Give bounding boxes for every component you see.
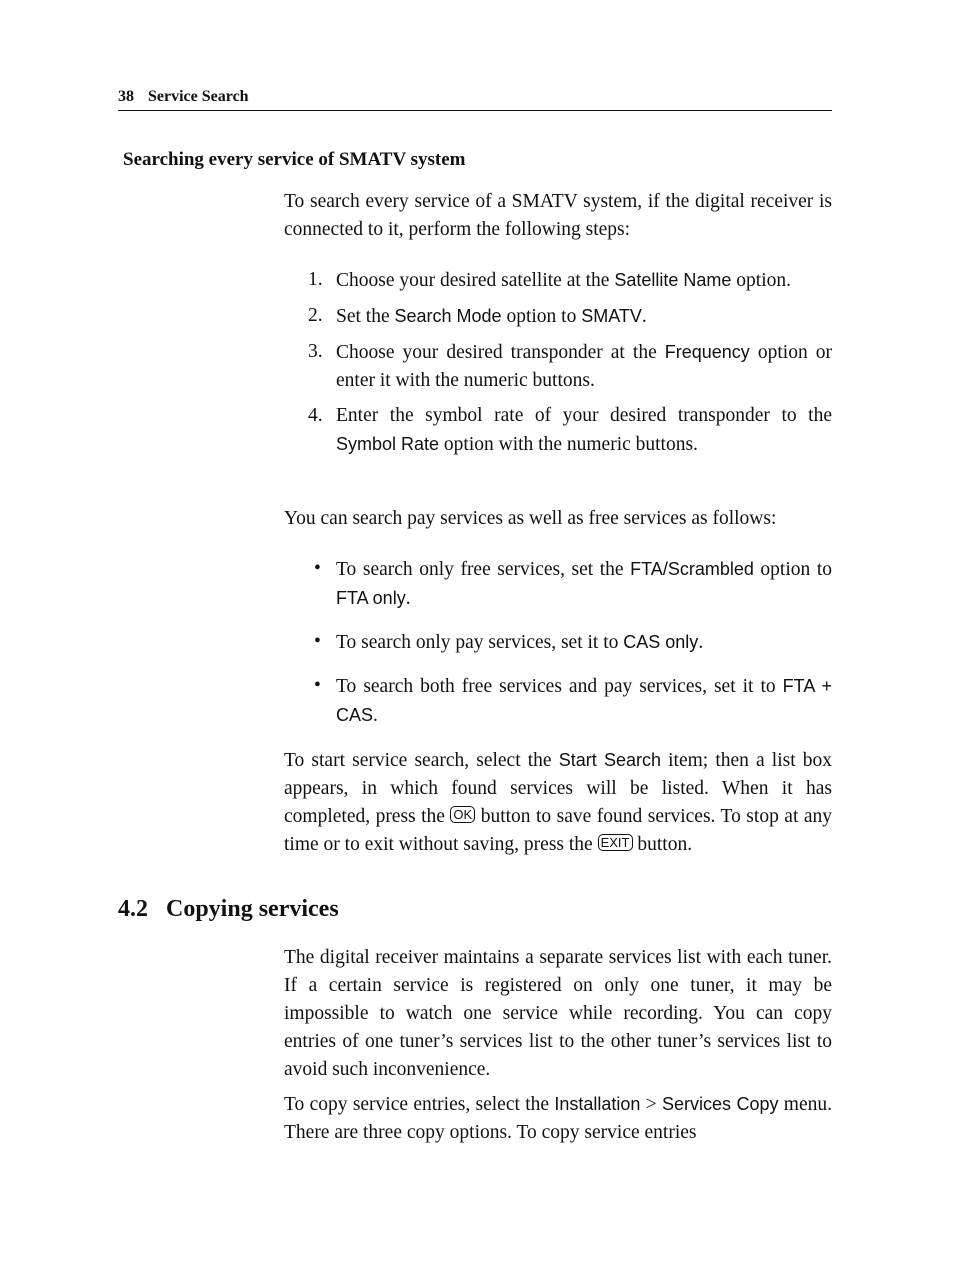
ok-key-icon: OK (450, 806, 475, 823)
list-item: 1. Choose your desired satellite at the Satellite Name option. (308, 269, 791, 291)
intro-paragraph: To search every service of a SMATV system, if the digital receiver is connected to it, perform the following steps: (284, 191, 832, 240)
ui-label: CAS only (623, 632, 699, 652)
list-item: • To search only free services, set the FTA/Scrambled option to FTA only. (284, 555, 832, 613)
subsection-title: Searching every service of SMATV system (123, 149, 466, 170)
section-title: Copying services (166, 896, 339, 922)
list-item: 2. Set the Search Mode option to SMATV. (308, 305, 647, 327)
copy-paragraph-2: To copy service entries, select the Installation > Services Copy menu. There are three copy options. To copy service entries (284, 1094, 833, 1143)
section-number: 4.2 (118, 896, 148, 922)
ui-label: Installation (554, 1094, 641, 1114)
list-item: 4. Enter the symbol rate of your desired transponder to the Symbol Rate option with the numeric buttons. (308, 405, 832, 455)
chapter-title: Service Search (148, 88, 249, 105)
ui-label: Frequency (664, 342, 750, 362)
list-item: 3. Choose your desired transponder at the Frequency option or enter it with the numeric buttons. (308, 341, 832, 391)
ui-label: Search Mode (394, 306, 502, 326)
start-search-paragraph: To start service search, select the Start Search item; then a list box appears, in which found services will be listed. When it has completed, press the OK button to save found services. To stop at any time or to exit without saving, press the EXIT button. (284, 750, 832, 855)
steps-list (284, 266, 832, 466)
running-header (118, 86, 832, 111)
section-heading (118, 893, 339, 925)
pay-intro-paragraph: You can search pay services as well as free services as follows: (284, 508, 777, 529)
ui-label: FTA only (336, 588, 406, 608)
ui-label: FTA + CAS (336, 676, 832, 725)
copy-paragraph-1: The digital receiver maintains a separate services list with each tuner. If a certain service is registered on only one tuner, it may be impossible to watch one service while recording. You can copy entries of one tuner’s services list to the other tuner’s services list to avoid such inconvenience. (284, 947, 832, 1080)
list-item: • To search only pay services, set it to CAS only. (284, 628, 832, 657)
exit-key-icon: EXIT (598, 834, 633, 851)
list-item: • To search both free services and pay services, set it to FTA + CAS. (284, 672, 832, 730)
bullet-list (284, 555, 832, 745)
ui-label: Symbol Rate (336, 434, 440, 454)
page-number: 38 (118, 88, 134, 105)
ui-label: Satellite Name (614, 270, 732, 290)
ui-label: Services Copy (662, 1094, 779, 1114)
ui-label: FTA/Scrambled (630, 559, 754, 579)
ui-label: Start Search (558, 750, 661, 770)
ui-label: SMATV (581, 306, 642, 326)
